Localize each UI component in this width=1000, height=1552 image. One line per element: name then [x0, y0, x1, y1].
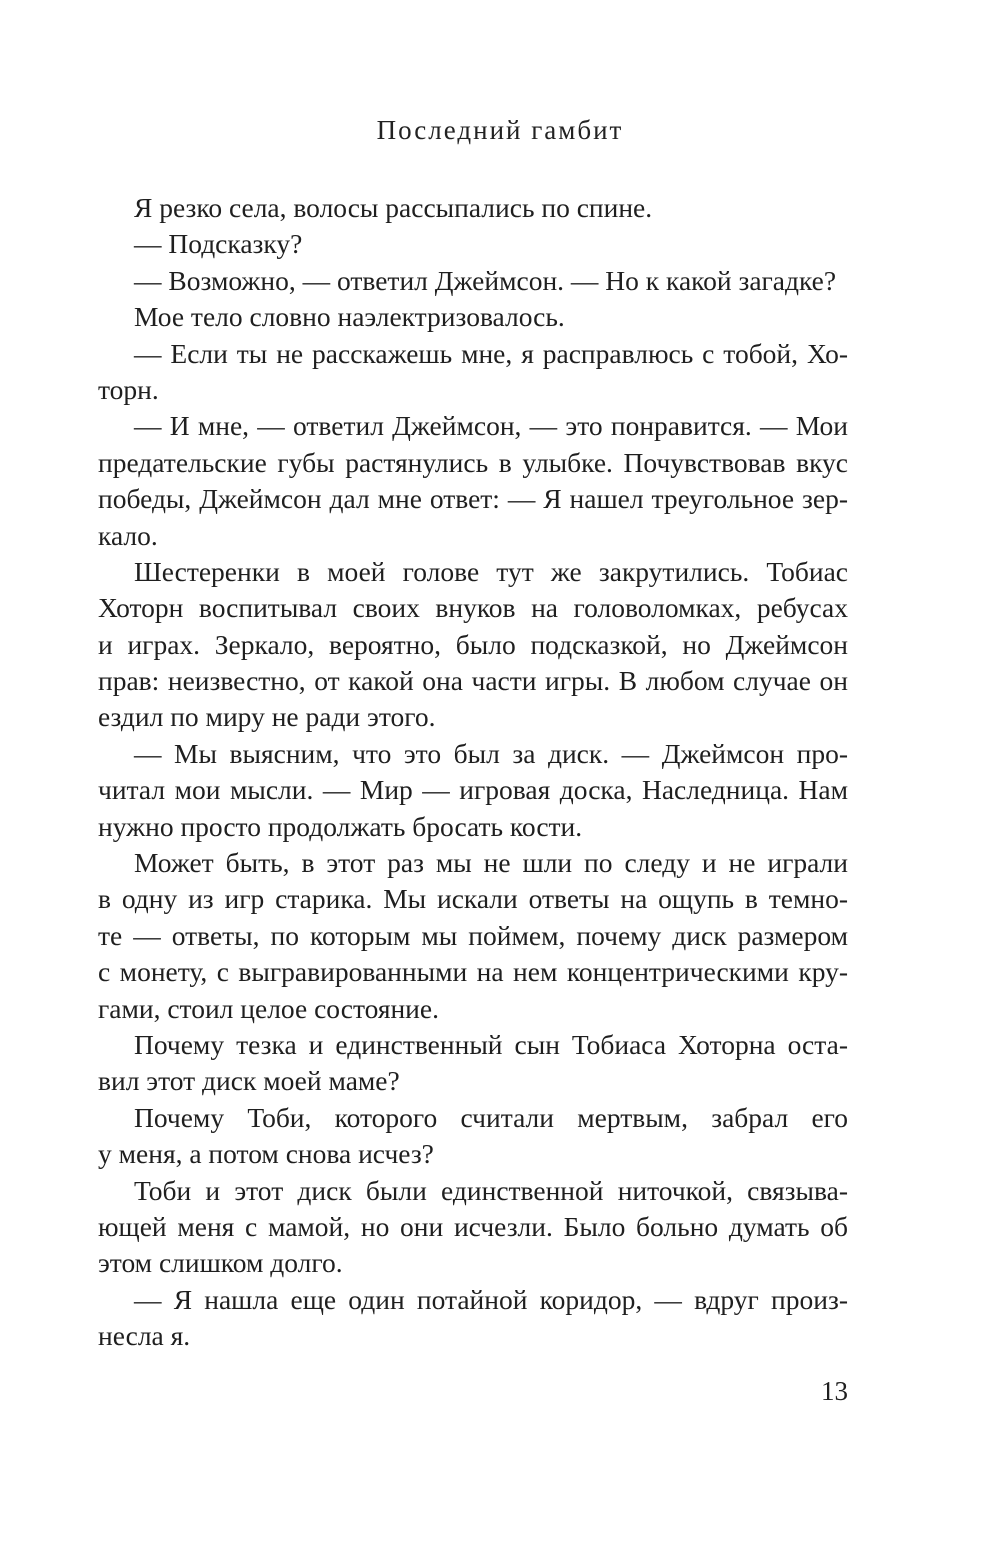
- text-line: победы, Джеймсон дал мне ответ: — Я нашел треугольное зер-: [98, 483, 848, 515]
- text-line: ющей меня с мамой, но они исчезли. Было больно думать об: [98, 1210, 848, 1242]
- text-line: Я резко села, волосы рассыпались по спине.: [134, 192, 653, 223]
- text-line: Шестеренки в моей голове тут же закрутились. Тобиас: [134, 555, 848, 587]
- text-line: — Я нашла еще один потайной коридор, — вдруг произ-: [134, 1283, 848, 1315]
- text-line: читал мои мысли. — Мир — игровая доска, Наследница. Нам: [98, 774, 848, 806]
- text-line: Мое тело словно наэлектризовалось.: [134, 301, 565, 333]
- text-line: прав: неизвестно, от какой она части игры. В любом случае он: [98, 665, 848, 697]
- text-line: нужно просто продолжать бросать кости.: [98, 810, 583, 842]
- text-line: торн.: [98, 373, 159, 405]
- text-line: этом слишком долго.: [98, 1247, 343, 1279]
- text-line: у меня, а потом снова исчез?: [98, 1138, 434, 1170]
- text-line: Почему Тоби, которого считали мертвым, забрал его: [134, 1101, 848, 1133]
- text-line: предательские губы растянулись в улыбке. Почувствовав вкус: [98, 446, 848, 478]
- text-line: Тоби и этот диск были единственной ниточкой, связыва-: [134, 1174, 848, 1206]
- text-line: вил этот диск моей маме?: [98, 1065, 400, 1097]
- body-text: [98, 190, 848, 1355]
- text-line: Хоторн воспитывал своих внуков на головоломках, ребусах: [98, 592, 848, 624]
- text-line: — Возможно, — ответил Джеймсон. — Но к какой загадке?: [134, 264, 837, 296]
- text-line: — Если ты не расскажешь мне, я расправлюсь с тобой, Хо-: [134, 337, 848, 369]
- page-number: 13: [821, 1376, 848, 1406]
- text-line: с монету, с выгравированными на нем концентрическими кру-: [98, 956, 848, 988]
- text-line: Почему тезка и единственный сын Тобиаса Хоторна оста-: [134, 1028, 848, 1060]
- text-line: и играх. Зеркало, вероятно, было подсказкой, но Джеймсон: [98, 628, 848, 660]
- text-line: — Подсказку?: [134, 228, 303, 260]
- text-line: Может быть, в этот раз мы не шли по следу и не играли: [134, 847, 848, 879]
- text-line: — И мне, — ответил Джеймсон, — это понравится. — Мои: [134, 410, 848, 442]
- running-head: Последний гамбит: [376, 115, 624, 145]
- text-line: — Мы выясним, что это был за диск. — Джеймсон про-: [134, 737, 848, 769]
- text-line: кало.: [98, 519, 158, 551]
- text-line: ездил по миру не ради этого.: [98, 701, 436, 733]
- text-line: несла я.: [98, 1320, 191, 1352]
- text-line: те — ответы, по которым мы поймем, почему диск размером: [98, 919, 848, 951]
- text-line: в одну из игр старика. Мы искали ответы на ощупь в темно-: [98, 883, 848, 915]
- text-line: гами, стоил целое состояние.: [98, 992, 439, 1024]
